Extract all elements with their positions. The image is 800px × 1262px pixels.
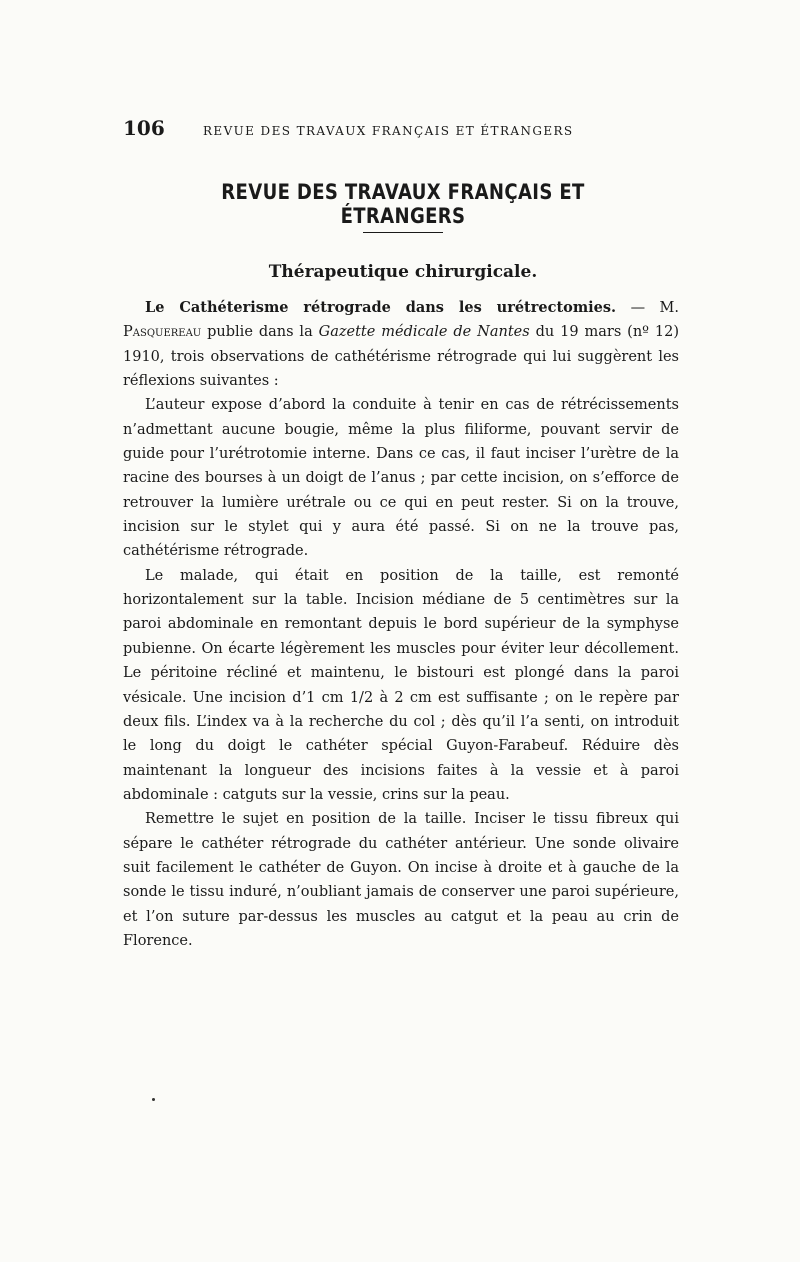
author-prefix: M. [659,300,679,316]
title-rule [363,232,443,233]
running-header [123,116,683,140]
page-number: 106 [123,116,165,140]
stray-mark [152,1098,155,1101]
paragraph-3: Le malade, qui était en position de la taille, est remonté horizontalement sur la table. Incision médiane de 5 centimètres sur la paroi abdominale en remontant depuis le bord supérieur de la symphyse pubienne. On écarte légèrement les muscles pour éviter leur décollement. Le péritoine récliné et maintenu, le bistouri est plongé dans la paroi vésicale. Une incision d’1 cm 1/2 à 2 cm est suffisante ; on le repère par deux fils. L’index va à la recherche du col ; dès qu’il l’a senti, on introduit le long du doigt le cathéter spécial Guyon-Farabeuf. Réduire dès maintenant la longueur des incisions faites à la vessie et à paroi abdominale : catguts sur la vessie, crins sur la peau. [123,567,679,803]
page-title: REVUE DES TRAVAUX FRANÇAIS ET ÉTRANGERS [221,180,585,228]
lead-dash: — [616,300,660,316]
section-title: Thérapeutique chirurgicale. [268,262,538,282]
paragraph-4: Remettre le sujet en position de la taille. Inciser le tissu fibreux qui sépare le cathéter rétrograde du cathéter antérieur. Une sonde olivaire suit facilement le cathéter de Guyon. On incise à droite et à gauche de la sonde le tissu induré, n’oubliant jamais de conserver une paroi supérieure, et l’on suture par-dessus les muscles au catgut et la peau au crin de Florence. [123,811,679,949]
article-body [123,296,679,953]
author-name: Pasquereau [123,324,202,341]
paragraph-2: L’auteur expose d’abord la conduite à tenir en cas de rétrécissements n’admettant aucune bougie, même la plus filiforme, pouvant servir de guide pour l’urétrotomie interne. Dans ce cas, il faut inciser l’urètre de la racine des bourses à un doigt de l’anus ; par cette incision, on s’efforce de retrouver la lumière urétrale ou ce qui en peut rester. Si on la trouve, incision sur le stylet qui y aura été passé. Si on ne la trouve pas, cathétérisme rétrograde. [123,397,679,560]
paragraph-1 [123,296,679,393]
journal-name: Gazette médicale de Nantes [318,324,530,341]
paragraph-1-text-b: du 19 mars (nº 12) 1910, trois observations de cathétérisme rétrograde qui lui suggèrent les réflexions suivantes : [123,324,680,390]
paragraph-1-text-a: publie dans la [201,324,319,341]
article-lead: Le Cathéterisme rétrograde dans les urétrectomies. [145,299,617,316]
running-title: REVUE DES TRAVAUX FRANÇAIS ET ÉTRANGERS [203,124,574,138]
